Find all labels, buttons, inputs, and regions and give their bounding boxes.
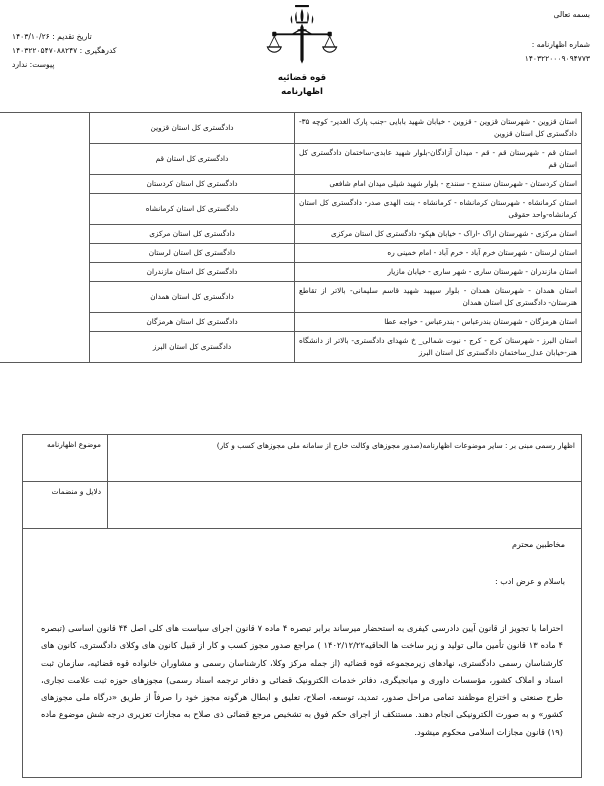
tracking-code: کدرهگیری : ۱۴۰۳۲۲۰۵۴۷۰۸۸۲۴۷ [12, 46, 117, 56]
declaration-number-label: شماره اظهارنامه : [531, 40, 590, 50]
addressee-heading: مخاطبین محترم [512, 540, 565, 549]
recipient-name: دادگستری کل استان همدان [90, 282, 295, 313]
document-title: اظهارنامه [281, 87, 323, 97]
attachment-status: پیوست: ندارد [12, 60, 55, 70]
subject-value: اظهار رسمی مبنی بر : سایر موضوعات اظهارنامه(صدور مجوزهای وکالت خارج از سامانه ملی مجوزهای کسب و کار) [108, 435, 582, 482]
recipient-address: استان مرکزی - شهرستان اراک -اراک - خیابان هپکو- دادگستری کل استان مرکزی [295, 225, 582, 244]
recipient-address: استان قم - شهرستان قم - قم - میدان آزادگان-بلوار شهید عابدی-ساختمان دادگستری کل استان قم [295, 144, 582, 175]
recipient-name: دادگستری کل استان مازندران [90, 263, 295, 282]
recipient-address: استان کردستان - شهرستان سنندج - سنندج - بلوار شهید شیلی میدان امام شافعی [295, 175, 582, 194]
recipient-name: دادگستری کل استان قزوین [90, 113, 295, 144]
header-right-block [525, 8, 590, 65]
recipient-name: دادگستری کل استان هرمزگان [90, 313, 295, 332]
recipients-table-body [0, 113, 582, 363]
submission-date: تاریخ تقدیم : ۱۴۰۳/۱۰/۲۶ [12, 32, 92, 41]
table-row [0, 113, 582, 144]
recipient-name: دادگستری کل استان مرکزی [90, 225, 295, 244]
judiciary-emblem-block [242, 4, 362, 97]
declaration-body-text [41, 620, 563, 741]
document-header [0, 0, 604, 110]
recipient-address: استان کرمانشاه - شهرستان کرمانشاه - کرمانشاه - بنت الهدی صدر- دادگستری کل استان کرمانشاه-واحد حقوقی [295, 194, 582, 225]
basmala-text: بسمه تعالی [553, 10, 590, 19]
judiciary-scales-emblem-icon [263, 4, 341, 70]
header-left-block [12, 30, 117, 72]
recipient-name: دادگستری کل استان قم [90, 144, 295, 175]
recipient-extra-column [0, 113, 90, 363]
subject-label: موضوع اظهارنامه [23, 435, 108, 482]
evidence-label: دلایل و منضمات [23, 482, 108, 529]
greeting-text: باسلام و عرض ادب : [495, 577, 565, 586]
declaration-number-value: ۱۴۰۳۲۲۰۰۰۹۰۹۴۷۷۳ [524, 53, 590, 63]
recipient-name: دادگستری کل استان کردستان [90, 175, 295, 194]
declaration-body-box [22, 518, 582, 778]
recipient-address: استان لرستان - شهرستان خرم آباد - خرم آباد - امام خمینی ره [295, 244, 582, 263]
recipient-address: استان هرمزگان - شهرستان بندرعباس - بندرعباس - خواجه عطا [295, 313, 582, 332]
recipient-address: استان قزوین - شهرستان قزوین - قزوین - خیابان شهید بابایی -جنب پارک الغدیر- کوچه ۳۵- دادگستری کل استان قزوین [295, 113, 582, 144]
declaration-paragraph: احتراما با تجویز از قانون آیین دادرسی کیفری به استحضار میرساند برابر تبصره ۴ ماده ۷ قانون اجرای سیاست های کلی اصل ۴۴ قانون اساسی (تبصره ۴ ماده ۱۳ قانون تأمین مالی تولید و زیر ساخت ها الحاقیه۱۴۰۲/۱۲/۲۲ ) مراجع صدور مجوز کسب و کار از قبیل کانون های وکلای دادگستری، کانون های کارشناسان رسمی دادگستری، نهادهای زیرمجموعه قوه قضائیه (از جمله مرکز وکلا، کارشناسان رسمی و مشاوران خانواده قوه قضائیه، سازمان ثبت اسناد و املاک کشور، مؤسسات داوری و میانجیگری، دفاتر خدمات الکترونیک قضائی و دفاتر ترجمه اسناد رسمی) مجوزهای حوزه ثبت علامت تجاری، طرح صنعتی و اختراع موظفند تمامی مراحل صدور، تمدید، توسعه، اصلاح، تعلیق و ابطال هرگونه مجوز خود را صرفاً از طریق «درگاه ملی مجوزهای کشور» و به صورت الکترونیکی انجام دهند. مستنکف از اجرای حکم فوق به تشخیص مرجع قضائی ذی صلاح به مجازات تعزیری درجه شش موضوع ماده (۱۹) قانون مجازات اسلامی محکوم میشود. [41, 623, 563, 737]
recipients-table [0, 112, 582, 363]
recipient-address: استان همدان - شهرستان همدان - بلوار سپهبد شهید قاسم سلیمانی- بالاتر از تقاطع هنرستان- دادگستری کل استان همدان [295, 282, 582, 313]
recipient-name: دادگستری کل استان کرمانشاه [90, 194, 295, 225]
organization-title: قوه قضائیه [277, 73, 327, 83]
recipient-address: استان البرز - شهرستان کرج - کرج - نبوت شمالی_ خ شهدای دادگستری- بالاتر از دانشگاه هنر-خیابان عدل_ساختمان دادگستری کل استان البرز [295, 332, 582, 363]
recipient-address: استان مازندران - شهرستان ساری - شهر ساری - خیابان مازیار [295, 263, 582, 282]
meta-table-wrapper [22, 434, 582, 529]
recipient-name: دادگستری کل استان لرستان [90, 244, 295, 263]
meta-table [22, 434, 582, 529]
meta-table-body [23, 435, 582, 529]
recipient-name: دادگستری کل استان البرز [90, 332, 295, 363]
recipients-table-wrapper [22, 112, 582, 363]
subject-row [23, 435, 582, 482]
